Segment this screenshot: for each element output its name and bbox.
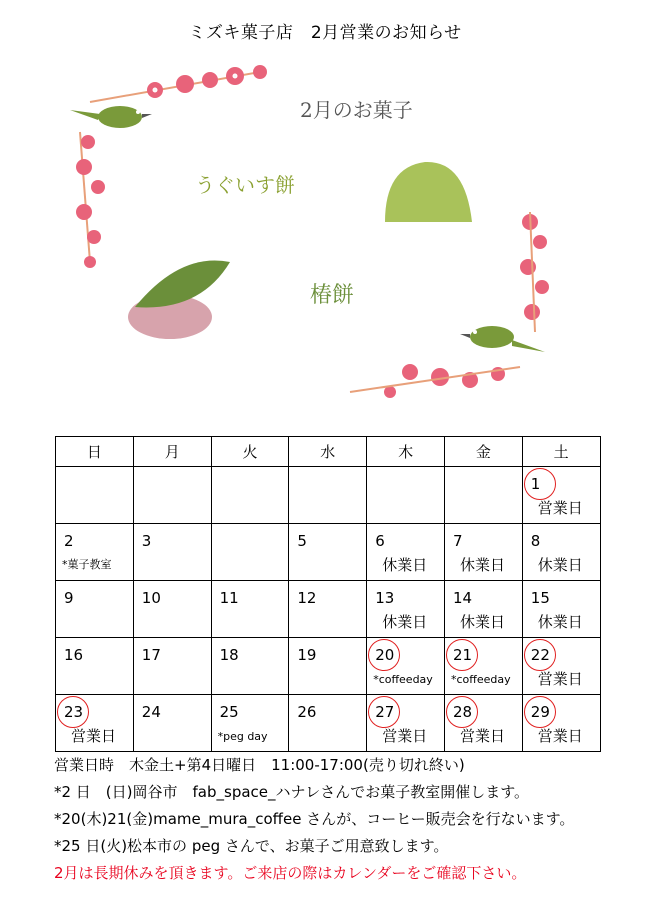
calendar-day — [289, 638, 367, 695]
calendar-day — [211, 695, 289, 752]
day-number: 17 — [141, 646, 161, 664]
day-number: 14 — [452, 589, 473, 607]
calendar-day — [367, 467, 445, 524]
business-hours: 営業日時 木金土+第4日曜日 11:00-17:00(売り切れ終い) — [54, 756, 465, 774]
calendar-week — [56, 467, 601, 524]
weekday-1: 月 — [133, 437, 211, 467]
day-status: 営業日 — [537, 727, 583, 745]
calendar — [55, 436, 601, 752]
weekday-3: 水 — [289, 437, 367, 467]
calendar-week — [56, 581, 601, 638]
calendar-day — [56, 524, 134, 581]
calendar-day — [133, 638, 211, 695]
day-status: 休業日 — [537, 613, 583, 631]
day-number: 27 — [375, 703, 395, 721]
weekday-0: 日 — [56, 437, 134, 467]
calendar-day — [211, 467, 289, 524]
calendar-day — [367, 581, 445, 638]
day-number: 16 — [64, 646, 84, 664]
calendar-day — [522, 581, 600, 638]
day-number: 9 — [64, 589, 74, 607]
day-number: 29 — [530, 703, 550, 721]
day-number: 5 — [297, 532, 307, 550]
uguisu-mochi-icon — [385, 162, 472, 222]
day-status: 休業日 — [382, 613, 428, 631]
notice-red: 2月は長期休みを頂きます。ご来店の際はカレンダーをご確認下さい。 — [54, 864, 527, 882]
day-status: 休業日 — [382, 556, 428, 574]
day-number: 13 — [375, 589, 395, 607]
day-status: 営業日 — [537, 670, 583, 688]
calendar-day — [444, 581, 522, 638]
calendar-day — [444, 467, 522, 524]
calendar-day — [56, 467, 134, 524]
day-number: 28 — [452, 703, 473, 721]
flower-branch-top — [80, 72, 260, 262]
weekday-6: 土 — [522, 437, 600, 467]
calendar-day — [289, 467, 367, 524]
calendar-day — [133, 695, 211, 752]
day-status: 休業日 — [459, 613, 505, 631]
calendar-day — [289, 524, 367, 581]
day-number: 20 — [375, 646, 395, 664]
day-number: 26 — [297, 703, 317, 721]
day-number: 24 — [141, 703, 161, 721]
calendar-day — [522, 524, 600, 581]
weekday-2: 火 — [211, 437, 289, 467]
calendar-day — [56, 581, 134, 638]
day-number: 8 — [530, 532, 541, 550]
art-item-uguisu: うぐいす餅 — [195, 173, 295, 197]
calendar-day — [444, 524, 522, 581]
day-event: *coffeeday — [450, 673, 511, 686]
calendar-week — [56, 524, 601, 581]
day-number: 1 — [530, 475, 541, 493]
bird-icon — [70, 106, 152, 128]
day-event: *菓子教室 — [62, 558, 112, 571]
day-event: *peg day — [217, 730, 268, 743]
calendar-day — [444, 638, 522, 695]
art-item-tsubaki: 椿餅 — [310, 283, 355, 308]
page-title: ミズキ菓子店 2月営業のお知らせ — [188, 23, 462, 43]
calendar-day — [56, 638, 134, 695]
day-number: 23 — [64, 703, 84, 721]
day-status: 営業日 — [459, 727, 505, 745]
day-number: 6 — [375, 532, 385, 550]
note-1: *2 日 (日)岡谷市 fab_space_ハナレさんでお菓子教室開催します。 — [54, 783, 530, 801]
calendar-day — [522, 467, 600, 524]
tsubaki-mochi-icon — [128, 260, 230, 339]
note-3: *25 日(火)松本市の peg さんで、お菓子ご用意致します。 — [54, 837, 449, 855]
day-event: *coffeeday — [373, 673, 433, 686]
calendar-day — [211, 524, 289, 581]
day-number: 19 — [297, 646, 317, 664]
day-number: 11 — [219, 589, 239, 607]
illustration — [60, 62, 560, 412]
day-status: 営業日 — [71, 727, 117, 745]
art-heading: 2月のお菓子 — [300, 98, 413, 122]
day-number: 3 — [141, 532, 152, 550]
notes — [54, 752, 574, 887]
day-number: 15 — [530, 589, 550, 607]
calendar-header — [56, 437, 601, 467]
day-status: 休業日 — [459, 556, 505, 574]
calendar-day — [289, 581, 367, 638]
calendar-day — [367, 638, 445, 695]
calendar-day — [289, 695, 367, 752]
day-number: 18 — [219, 646, 239, 664]
calendar-day — [133, 581, 211, 638]
day-status: 休業日 — [537, 556, 583, 574]
day-number: 2 — [64, 532, 74, 550]
weekday-5: 金 — [444, 437, 522, 467]
calendar-day — [133, 467, 211, 524]
day-number: 25 — [219, 703, 239, 721]
day-number: 12 — [297, 589, 317, 607]
note-2: *20(木)21(金)mame_mura_coffee さんが、コーヒー販売会を行ないます。 — [54, 810, 575, 828]
bird-icon — [460, 326, 545, 352]
calendar-day — [367, 524, 445, 581]
day-number: 21 — [452, 646, 473, 664]
calendar-day — [522, 638, 600, 695]
day-number: 10 — [141, 589, 161, 607]
day-status: 営業日 — [382, 727, 428, 745]
calendar-day — [367, 695, 445, 752]
calendar-week — [56, 638, 601, 695]
calendar-week — [56, 695, 601, 752]
calendar-day — [133, 524, 211, 581]
day-status: 営業日 — [537, 499, 583, 517]
calendar-day — [444, 695, 522, 752]
calendar-day — [56, 695, 134, 752]
weekday-4: 木 — [367, 437, 445, 467]
calendar-day — [211, 638, 289, 695]
calendar-day — [522, 695, 600, 752]
day-number: 7 — [452, 532, 463, 550]
calendar-day — [211, 581, 289, 638]
day-number: 22 — [530, 646, 550, 664]
